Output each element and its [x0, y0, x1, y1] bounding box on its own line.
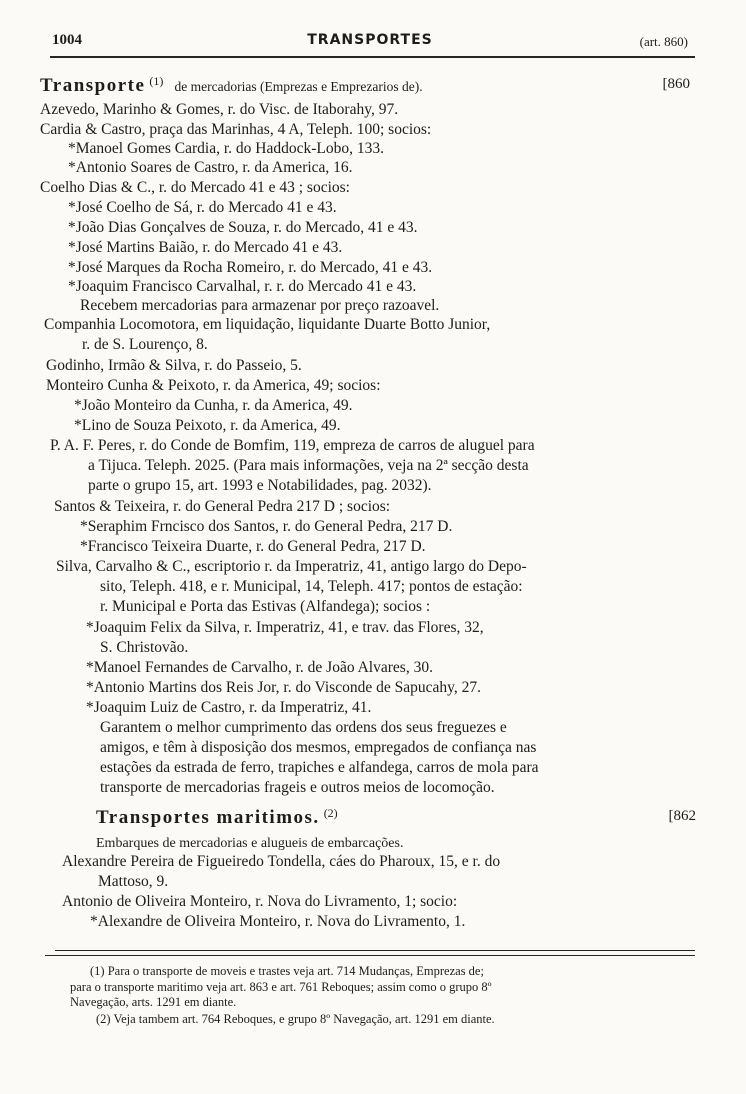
footnote-mark: (1)	[149, 74, 164, 88]
entry-line: P. A. F. Peres, r. do Conde de Bomfim, 119, empreza de carros de aluguel para	[50, 437, 535, 454]
entry-line: *João Monteiro da Cunha, r. da America, 49.	[74, 397, 353, 414]
section-title: Transporte	[40, 75, 146, 96]
entry-line: *João Dias Gonçalves de Souza, r. do Mercado, 41 e 43.	[68, 219, 418, 236]
entry-line: *Manoel Fernandes de Carvalho, r. de João Alvares, 30.	[86, 659, 433, 676]
entry-line: Cardia & Castro, praça das Marinhas, 4 A, Teleph. 100; socios:	[40, 121, 432, 138]
footnote-mark: (2)	[323, 806, 338, 820]
entry-line: Santos & Teixeira, r. do General Pedra 217 D ; socios:	[54, 498, 391, 515]
entry-line: transporte de mercadorias frageis e outros meios de locomoção.	[100, 779, 495, 796]
section-subtitle: de mercadorias (Emprezas e Emprezarios de).	[174, 79, 423, 94]
entry-line: estações da estrada de ferro, trapiches e alfandega, carros de mola para	[100, 759, 539, 776]
entry-line: Alexandre Pereira de Figueiredo Tondella, cáes do Pharoux, 15, e r. do	[62, 853, 501, 870]
entry-line: *Joaquim Luiz de Castro, r. da Imperatriz, 41.	[86, 699, 372, 716]
running-title: TRANSPORTES	[307, 32, 433, 48]
entry-line: sito, Teleph. 418, e r. Municipal, 14, Teleph. 417; pontos de estação:	[100, 578, 523, 595]
section-heading-transporte	[40, 74, 690, 98]
header-rule	[50, 56, 695, 58]
entry-line: Monteiro Cunha & Peixoto, r. da America, 49; socios:	[46, 377, 381, 394]
entry-line: Antonio de Oliveira Monteiro, r. Nova do Livramento, 1; socio:	[62, 893, 458, 910]
entry-line: *Antonio Soares de Castro, r. da America, 16.	[68, 159, 353, 176]
section-heading-maritimos	[96, 806, 696, 830]
entry-line: r. Municipal e Porta das Estivas (Alfandega); socios :	[100, 598, 431, 615]
entry-line: *José Martins Baião, r. do Mercado 41 e 43.	[68, 239, 343, 256]
entry-line: Godinho, Irmão & Silva, r. do Passeio, 5.	[46, 357, 302, 374]
entry-line: S. Christovão.	[100, 639, 189, 656]
section-code: [860	[662, 76, 690, 92]
entry-line: Recebem mercadorias para armazenar por preço razoavel.	[80, 297, 440, 314]
entry-line: Garantem o melhor cumprimento das ordens dos seus freguezes e	[100, 719, 507, 736]
entry-line: *Joaquim Francisco Carvalhal, r. r. do Mercado 41 e 43.	[68, 278, 417, 295]
entry-line: *José Coelho de Sá, r. do Mercado 41 e 43.	[68, 199, 337, 216]
entry-line: r. de S. Lourenço, 8.	[82, 336, 208, 353]
entry-line: Silva, Carvalho & C., escriptorio r. da Imperatriz, 41, antigo largo do Depo-	[56, 558, 527, 575]
section-code: [862	[668, 808, 696, 824]
article-reference: (art. 860)	[639, 34, 688, 49]
entry-line: *Lino de Souza Peixoto, r. da America, 49.	[74, 417, 341, 434]
entry-line: *Alexandre de Oliveira Monteiro, r. Nova do Livramento, 1.	[90, 913, 466, 930]
footnote-rule	[55, 950, 695, 951]
footnote-rule	[45, 955, 695, 956]
entry-line: *Seraphim Frncisco dos Santos, r. do General Pedra, 217 D.	[80, 518, 453, 535]
entry-line: *Joaquim Felix da Silva, r. Imperatriz, 41, e trav. das Flores, 32,	[86, 619, 484, 636]
entry-line: parte o grupo 15, art. 1993 e Notabilidades, pag. 2032).	[88, 477, 432, 494]
entry-line: *Francisco Teixeira Duarte, r. do General Pedra, 217 D.	[80, 538, 426, 555]
entry-line: *José Marques da Rocha Romeiro, r. do Mercado, 41 e 43.	[68, 259, 433, 276]
footnote-line: (1) Para o transporte de moveis e trastes veja art. 714 Mudanças, Emprezas de;	[90, 964, 484, 978]
footnote-line: Navegação, arts. 1291 em diante.	[70, 995, 237, 1009]
section-title: Transportes maritimos.	[96, 807, 320, 828]
entry-line: amigos, e têm à disposição dos mesmos, empregados de confiança nas	[100, 739, 537, 756]
entry-line: Mattoso, 9.	[98, 873, 169, 890]
entry-line: Embarques de mercadorias e alugueis de embarcações.	[96, 836, 404, 851]
page-header	[44, 30, 696, 52]
page-number: 1004	[52, 32, 82, 48]
footnote-line: (2) Veja tambem art. 764 Reboques, e grupo 8º Navegação, art. 1291 em diante.	[96, 1012, 495, 1026]
footnote-line: para o transporte maritimo veja art. 863 e art. 761 Reboques; assim como o grupo 8º	[70, 980, 492, 994]
entry-line: Azevedo, Marinho & Gomes, r. do Visc. de Itaborahy, 97.	[40, 101, 399, 118]
entry-line: Coelho Dias & C., r. do Mercado 41 e 43 ; socios:	[40, 179, 350, 196]
entry-line: Companhia Locomotora, em liquidação, liquidante Duarte Botto Junior,	[44, 316, 491, 333]
entry-line: a Tijuca. Teleph. 2025. (Para mais informações, veja na 2ª secção desta	[88, 457, 529, 474]
entry-line: *Manoel Gomes Cardia, r. do Haddock-Lobo, 133.	[68, 140, 384, 157]
entry-line: *Antonio Martins dos Reis Jor, r. do Visconde de Sapucahy, 27.	[86, 679, 481, 696]
